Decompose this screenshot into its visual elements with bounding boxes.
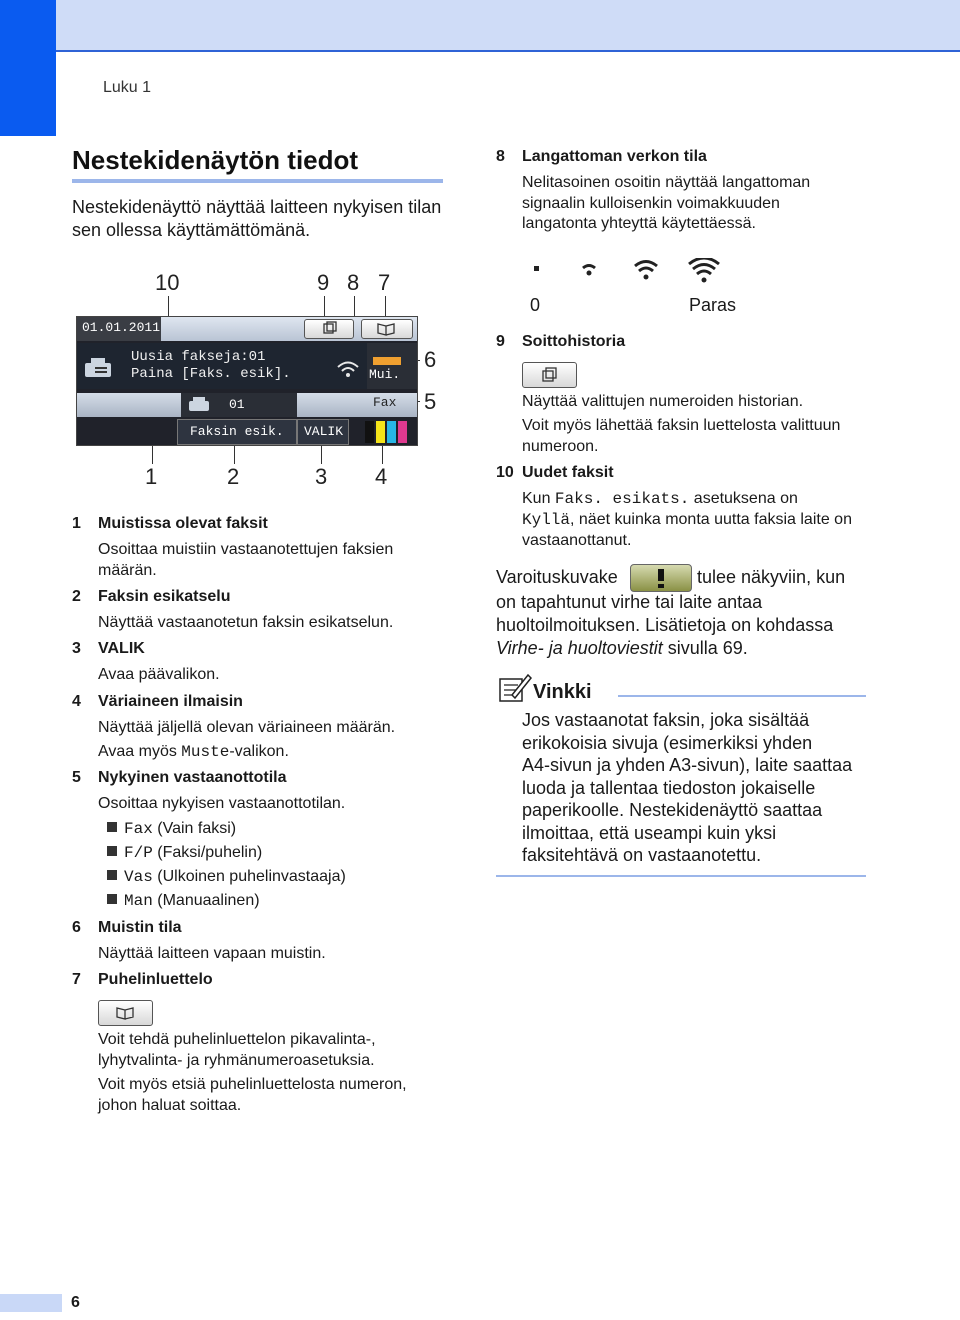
item-4-heading: Väriaineen ilmaisin (98, 693, 243, 710)
vinkki-line: ilmoittaa, että useampi kuin yksi (522, 822, 777, 843)
lcd-screen (76, 316, 418, 446)
mode-code: Man (124, 892, 153, 910)
call-history-icon (305, 320, 353, 338)
warning-link-post: sivulla 69. (662, 638, 748, 658)
bullet-square (107, 870, 117, 880)
item-10-code-2: Kyllä (522, 511, 571, 529)
item-8-line-3: langatonta yhteyttä käytettäessä. (522, 215, 756, 232)
fax-icon (83, 357, 113, 379)
chapter-label: Luku 1 (103, 79, 152, 96)
warning-line-2: on tapahtunut virhe tai laite antaa (496, 592, 763, 612)
callout-5: 5 (424, 389, 437, 414)
phonebook-button-sample (98, 1000, 153, 1026)
item-1-line-1: Osoittaa muistiin vastaanotettujen faksien (98, 541, 394, 558)
wifi-levels (526, 258, 756, 288)
mode-fax (124, 818, 236, 840)
item-8-number: 8 (496, 148, 505, 165)
fax-small-icon (187, 397, 211, 413)
item-4-line-1: Näyttää jäljellä olevan väriaineen määrän. (98, 719, 396, 736)
wifi-level-0-icon (534, 266, 539, 271)
title-underline (72, 179, 443, 183)
item-7-number: 7 (72, 971, 81, 988)
vinkki-line: erikokoisia sivuja (esimerkiksi yhden (522, 732, 813, 753)
item-4-line-2 (98, 741, 289, 763)
item-9-line-2: Voit myös lähettää faksin luettelosta valittuun (522, 417, 841, 434)
mode-code: Fax (124, 820, 153, 838)
item-4-extra-post: -valikon. (229, 743, 289, 760)
callout-7: 7 (378, 270, 391, 295)
callout-6: 6 (424, 347, 437, 372)
item-9-line-1: Näyttää valittujen numeroiden historian. (522, 393, 804, 410)
item-3-number: 3 (72, 640, 81, 657)
note-icon (498, 673, 532, 703)
phonebook-icon (362, 320, 412, 338)
warning-link[interactable]: Virhe- ja huoltoviestit (496, 638, 663, 658)
item-6-line-1: Näyttää laitteen vapaan muistin. (98, 945, 326, 962)
item-5-line-1: Osoittaa nykyisen vastaanottotilan. (98, 795, 346, 812)
lcd-line-1: Uusia fakseja:01 (131, 349, 266, 365)
lcd-memory-label: Mui. (369, 367, 401, 382)
item-7-p1-line-2: lyhytvalinta- ja ryhmänumeroasetuksia. (98, 1052, 375, 1069)
item-2-heading: Faksin esikatselu (98, 588, 231, 605)
callout-2: 2 (227, 464, 240, 489)
warning-button-sample (630, 564, 692, 592)
item-3-heading: VALIK (98, 640, 145, 657)
ink-black (365, 421, 374, 443)
mode-code: F/P (124, 844, 153, 862)
callout-9: 9 (317, 270, 330, 295)
item-5-number: 5 (72, 769, 81, 786)
mode-label: (Vain faksi) (157, 820, 237, 837)
warning-pre: Varoituskuvake (496, 567, 618, 587)
lcd-line-2: Paina [Faks. esik]. (131, 366, 291, 382)
wifi-level-1-icon (583, 266, 595, 276)
item-10-heading: Uudet faksit (522, 464, 614, 481)
mode-man (124, 890, 260, 912)
warning-icon (631, 565, 691, 591)
wifi-level-2-icon (635, 262, 657, 280)
menu-button[interactable] (297, 419, 349, 445)
callout-1: 1 (145, 464, 158, 489)
fax-preview-button[interactable] (177, 419, 297, 445)
vinkki-line: A4-sivun ja yhden A3-sivun), laite saattaa (522, 755, 853, 775)
warning-line-3: huoltoilmoituksen. Lisätietoja on kohdassa (496, 615, 834, 635)
warning-line-4 (496, 638, 748, 659)
warning-post: tulee näkyviin, kun (697, 567, 846, 587)
memory-bar (373, 357, 401, 365)
item-10-line-2 (522, 509, 852, 531)
item-6-number: 6 (72, 919, 81, 936)
vinkki-line: Jos vastaanotat faksin, joka sisältää (522, 710, 810, 730)
item-7-p2-line-1: Voit myös etsiä puhelinluettelosta numeron, (98, 1076, 407, 1093)
call-history-button[interactable] (304, 319, 354, 339)
item-10-mid: asetuksena on (689, 490, 798, 507)
mode-code: Vas (124, 868, 153, 886)
lcd-mode: Fax (373, 395, 397, 410)
mode-label: (Ulkoinen puhelinvastaaja) (157, 868, 346, 885)
vinkki-line: luoda ja tallentaa tiedoston jokaiselle (522, 777, 816, 798)
lcd-date: 01.01.2011 (82, 320, 161, 335)
lcd-fax-count: 01 (229, 397, 245, 412)
wifi-signal-icon (335, 359, 361, 379)
callout-8: 8 (347, 270, 360, 295)
page-title: Nestekidenäytön tiedot (72, 145, 359, 175)
wifi-high-label: Paras (689, 295, 737, 315)
bullet-square (107, 822, 117, 832)
bullet-square (107, 846, 117, 856)
mode-fp (124, 842, 262, 864)
item-4-extra-code: Muste (181, 743, 230, 761)
intro-text: Nestekidenäyttö näyttää laitteen nykyisen tilan sen ollessa käyttämättömänä. (72, 197, 442, 240)
item-4-number: 4 (72, 693, 81, 710)
item-1-number: 1 (72, 515, 81, 532)
item-5-heading: Nykyinen vastaanottotila (98, 769, 287, 786)
call-history-button-sample (522, 362, 577, 388)
call-history-icon (523, 363, 576, 387)
item-8-line-1: Nelitasoinen osoitin näyttää langattoman (522, 174, 811, 191)
ink-yellow (376, 421, 385, 443)
vinkki-body (522, 709, 852, 867)
item-7-heading: Puhelinluettelo (98, 971, 213, 988)
item-7-p2-line-2: johon haluat soittaa. (98, 1097, 242, 1114)
item-4-extra-pre: Avaa myös (98, 743, 182, 760)
header-bar (0, 0, 960, 52)
page-number: 6 (71, 1294, 80, 1311)
item-10-pre: Kun (522, 490, 555, 507)
vinkki-line: paperikoolle. Nestekidenäyttö saattaa (522, 800, 823, 820)
callout-3: 3 (315, 464, 328, 489)
item-1-heading: Muistissa olevat faksit (98, 515, 268, 532)
wifi-level-3-icon (689, 258, 719, 283)
item-1-line-2: määrän. (98, 562, 157, 579)
item-10-number: 10 (496, 464, 514, 481)
item-10-line-3: vastaanottanut. (522, 532, 632, 549)
item-2-number: 2 (72, 588, 81, 605)
item-2-line-1: Näyttää vastaanotetun faksin esikatselun. (98, 614, 394, 631)
vinkki-rule (618, 695, 866, 697)
ink-cyan (387, 421, 396, 443)
vinkki-title: Vinkki (533, 681, 592, 703)
footer-bar (0, 1294, 62, 1312)
ink-indicator[interactable] (361, 421, 413, 443)
mode-vas (124, 866, 346, 888)
item-8-line-2: signaalin kulloisenkin voimakkuuden (522, 195, 780, 212)
ink-magenta (398, 421, 407, 443)
phonebook-button[interactable] (361, 319, 413, 339)
vinkki-line: faksitehtävä on vastaanotettu. (522, 845, 762, 865)
item-3-line-1: Avaa päävalikon. (98, 666, 220, 683)
item-7-p1-line-1: Voit tehdä puhelinluettelon pikavalinta-, (98, 1031, 376, 1048)
item-9-number: 9 (496, 333, 505, 350)
menu-label: VALIK (304, 424, 344, 439)
item-9-line-3: numeroon. (522, 438, 599, 455)
fax-preview-label: Faksin esik. (190, 424, 284, 439)
mode-label: (Faksi/puhelin) (157, 844, 263, 861)
callout-4: 4 (375, 464, 388, 489)
phonebook-icon (99, 1001, 152, 1025)
wifi-low-label: 0 (530, 295, 541, 315)
callout-10: 10 (155, 270, 180, 295)
bullet-square (107, 894, 117, 904)
item-8-heading: Langattoman verkon tila (522, 148, 707, 165)
item-9-heading: Soittohistoria (522, 333, 626, 350)
item-10-post: , näet kuinka monta uutta faksia laite on (570, 511, 852, 528)
vinkki-bottom-rule (496, 875, 866, 877)
item-10-line-1 (522, 488, 798, 510)
chapter-tab (0, 0, 56, 136)
mode-label: (Manuaalinen) (157, 892, 260, 909)
item-6-heading: Muistin tila (98, 919, 182, 936)
lcd-status-area (367, 343, 417, 389)
item-10-code-1: Faks. esikats. (554, 490, 690, 508)
